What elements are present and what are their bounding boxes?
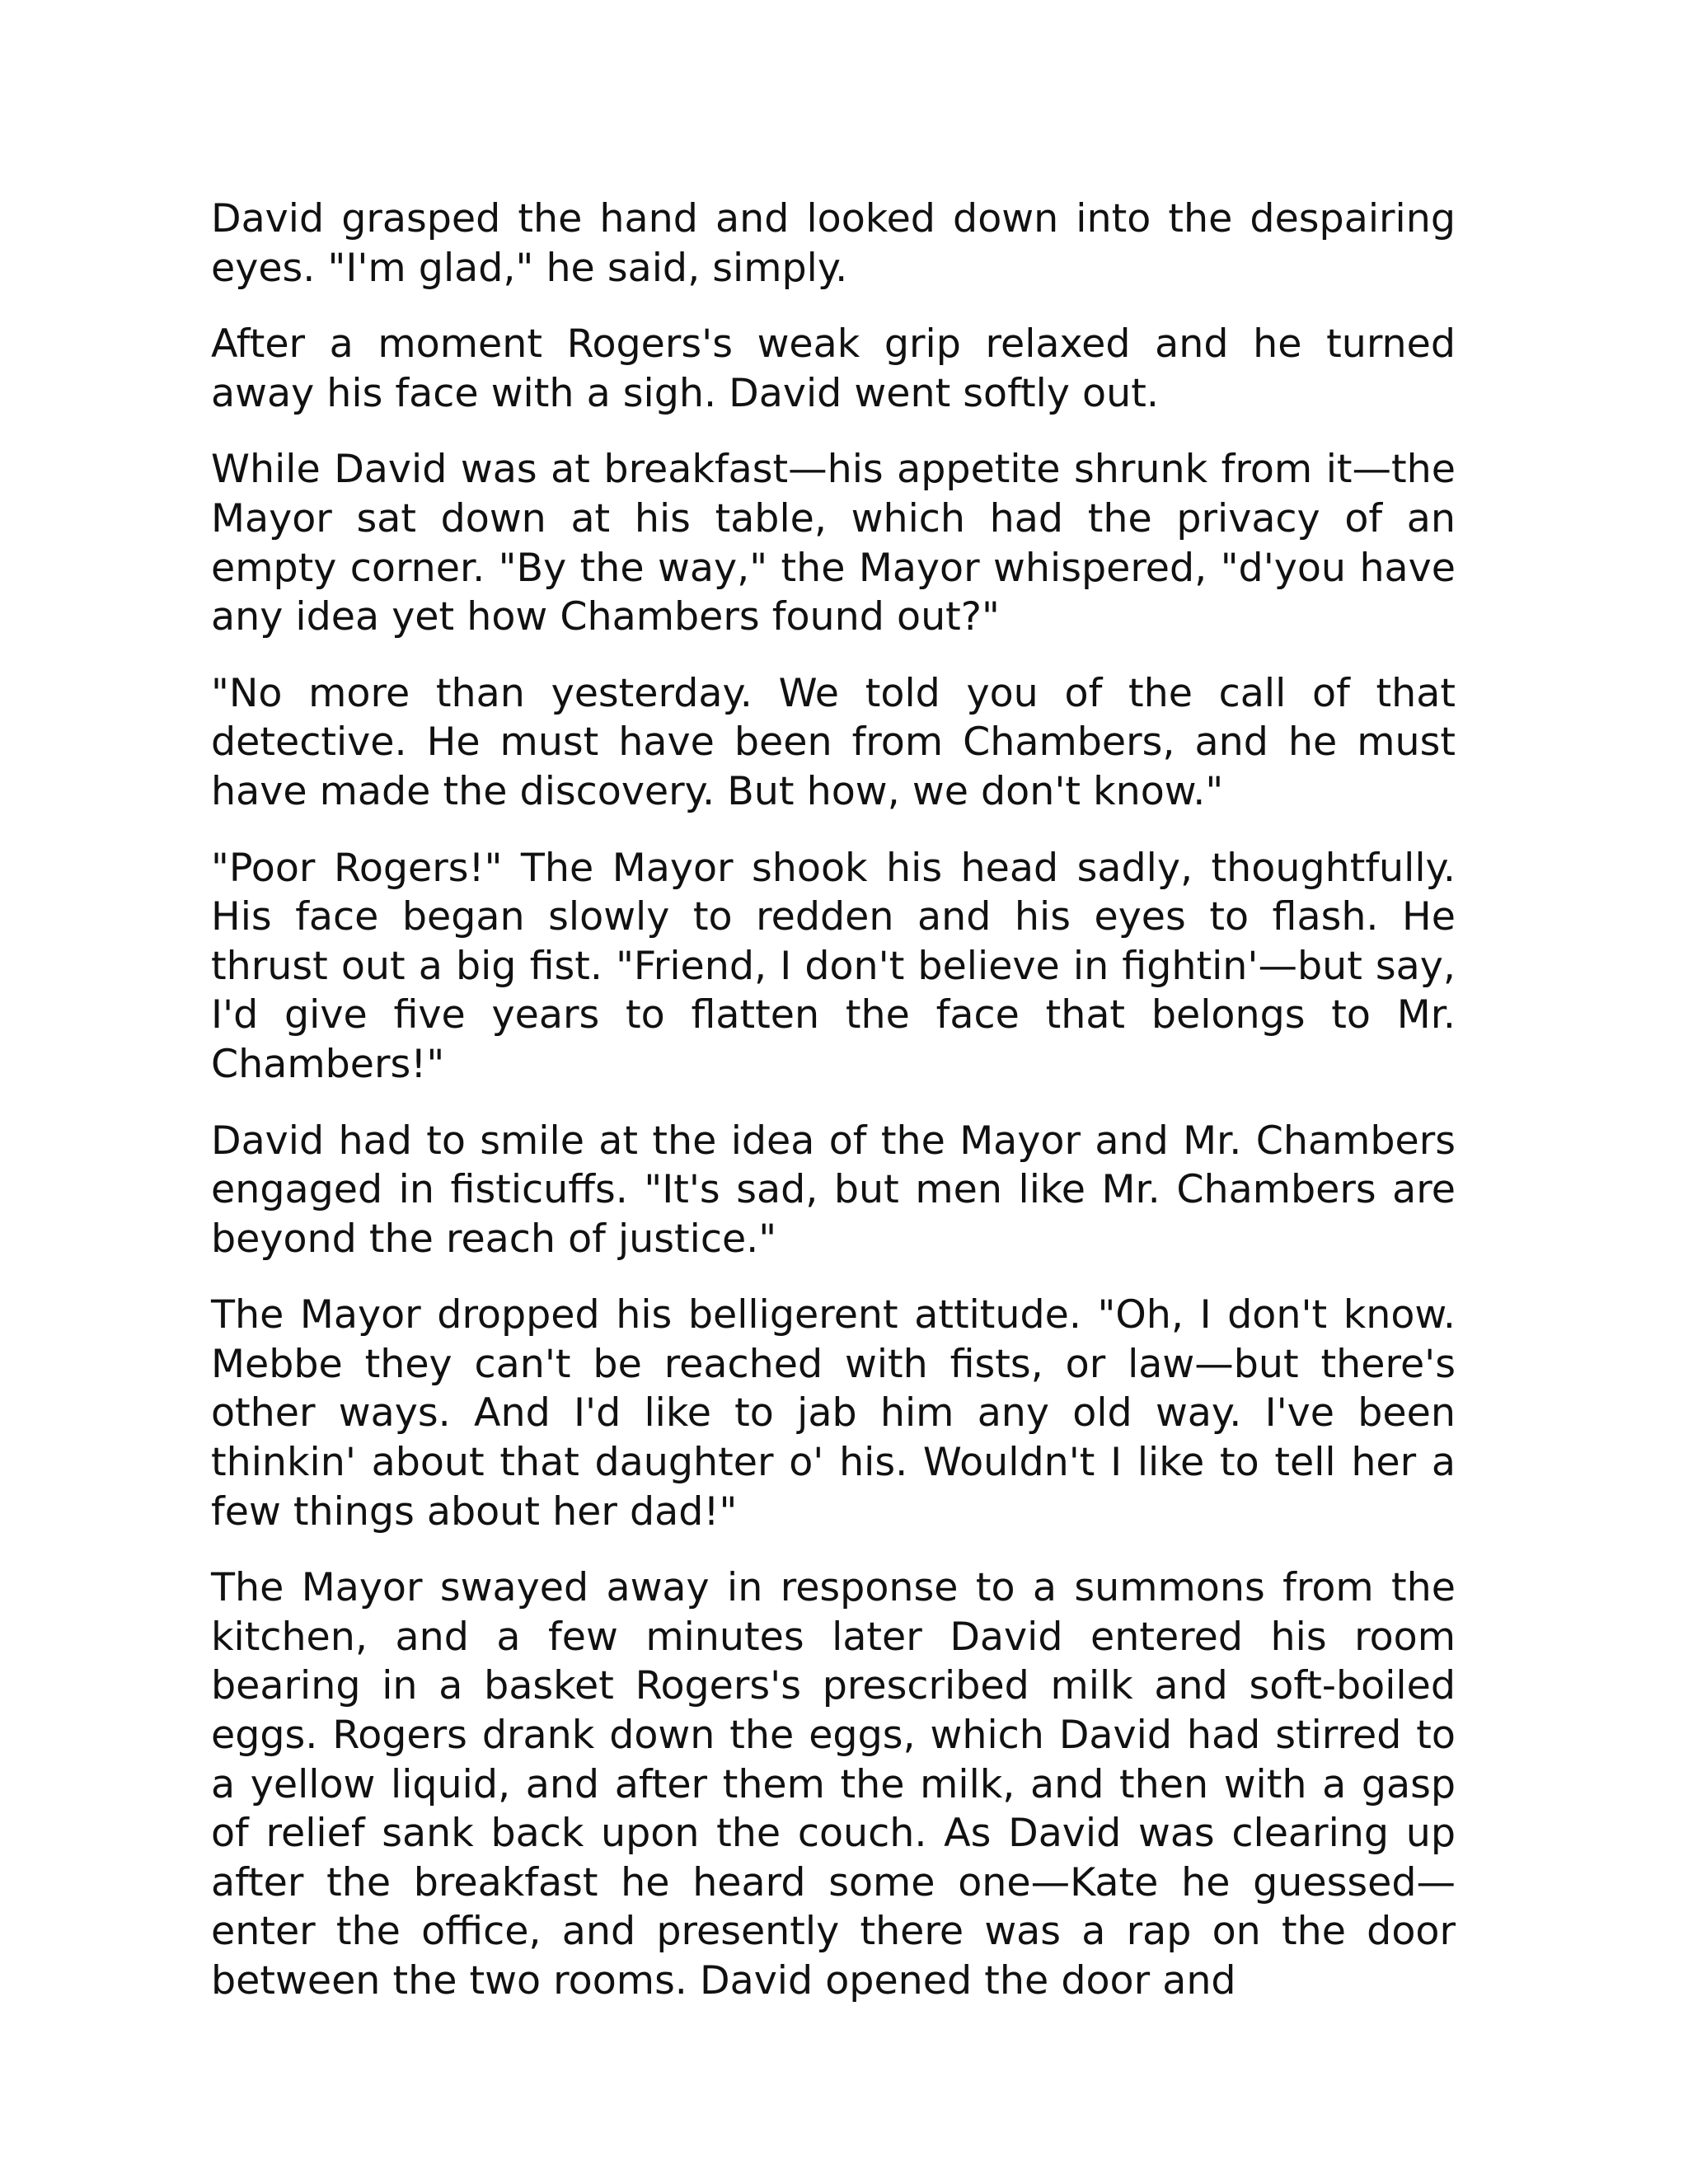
paragraph-2: After a moment Rogers's weak grip relaxed and he turned away his face with a sigh. David went softly out. [211,321,1456,416]
paragraph-5: "Poor Rogers!" The Mayor shook his head sadly, thoughtfully. His face began slowly to redden and his eyes to flash. He thrust out a big fist. "Friend, I don't believe in fightin'—but say, I'd give five years to flatten the face that belongs to Mr. Chambers!" [211,845,1456,1087]
paragraph-8: The Mayor swayed away in response to a summons from the kitchen, and a few minutes later David entered his room bearing in a basket Rogers's prescribed milk and soft-boiled eggs. Rogers drank down the eggs, which David had stirred to a yellow liquid, and after them the milk, and then with a gasp of relief sank back upon the couch. As David was clearing up after the breakfast he heard some one—Kate he guessed—enter the office, and presently there was a rap on the door between the two rooms. David opened the door and [211,1565,1456,2004]
paragraph-4: "No more than yesterday. We told you of the call of that detective. He must have been from Chambers, and he must have made the discovery. But how, we don't know." [211,670,1456,814]
body-text [211,194,1456,2006]
paragraph-7: The Mayor dropped his belligerent attitude. "Oh, I don't know. Mebbe they can't be reached with fists, or law—but there's other ways. And I'd like to jab him any old way. I've been thinkin' about that daughter o' his. Wouldn't I like to tell her a few things about her dad!" [211,1292,1456,1535]
paragraph-3: While David was at breakfast—his appetite shrunk from it—the Mayor sat down at his table, which had the privacy of an empty corner. "By the way," the Mayor whispered, "d'you have any idea yet how Chambers found out?" [211,447,1456,640]
paragraph-6: David had to smile at the idea of the Mayor and Mr. Chambers engaged in fisticuffs. "It's sad, but men like Mr. Chambers are beyond the reach of justice." [211,1118,1456,1262]
paragraph-1: David grasped the hand and looked down into the despairing eyes. "I'm glad," he said, simply. [211,196,1456,291]
